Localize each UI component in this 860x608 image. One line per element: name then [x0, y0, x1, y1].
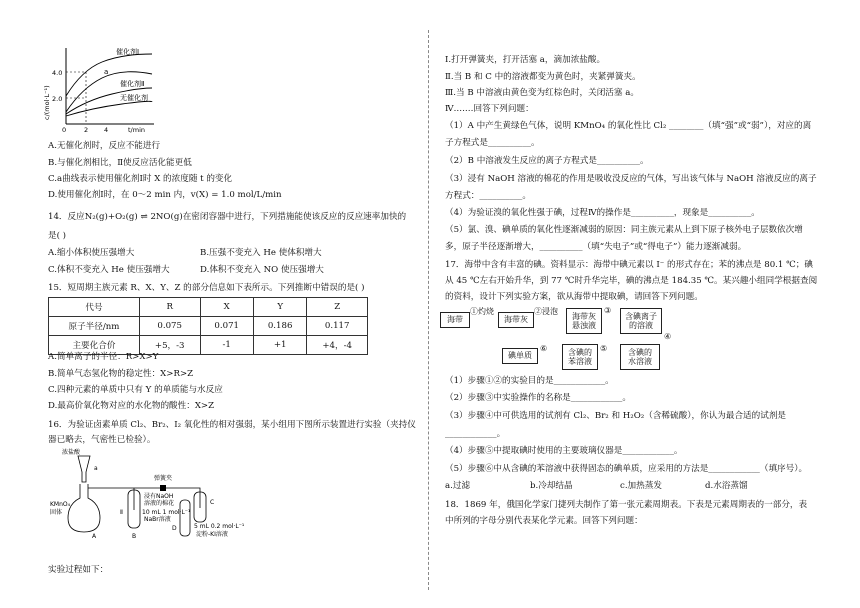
table-cell: 主要化合价 — [49, 336, 140, 355]
label-catalyst-2: 催化剂Ⅱ — [120, 80, 145, 88]
q16-sub-5a: （5）氯、溴、碘单质的氧化性逐渐减弱的原因：同主族元素从上到下原子核外电子层数依次增 — [445, 225, 803, 235]
q17-line-2: 从 45 ℃左右开始升华，到 77 ℃时升华完毕，碘的沸点是 184.35 ℃。某兴趣小组同学根据查阅 — [445, 276, 818, 286]
table-cell: +5，-3 — [139, 336, 200, 355]
label-naoh-cotton-2: 溶液的棉花 — [144, 500, 175, 507]
label-b-tube: B — [132, 533, 137, 540]
label-ki-1: 5 mL 0.2 mol·L⁻¹ — [194, 523, 245, 530]
label-spring-clamp: 弹簧夹 — [154, 475, 173, 482]
y-tick-4: 4.0 — [52, 69, 63, 77]
step-2: Ⅱ.当 B 和 C 中的溶液都变为黄色时，夹紧弹簧夹。 — [445, 72, 641, 82]
table-header-cell: Z — [307, 298, 368, 317]
flow-box-iodine: 碘单质 — [502, 348, 538, 364]
table-cell: 0.071 — [200, 317, 253, 336]
label-stopcock-a: a — [94, 465, 98, 472]
label-roman-2: Ⅱ — [120, 509, 123, 516]
q17-option-a: a.过滤 — [445, 481, 471, 491]
table-row — [49, 317, 368, 336]
x-tick-4: 4 — [104, 126, 109, 134]
spring-clamp — [160, 485, 166, 491]
x-axis-label: t/min — [128, 126, 145, 134]
table-cell: +4，-4 — [307, 336, 368, 355]
q17-line-3: 的资料，设计下列实验方案，欲从海带中提取碘，请回答下列问题。 — [445, 292, 703, 302]
q15-option-d: D.最高价氧化物对应的水化物的酸性：X>Z — [48, 401, 215, 411]
flow-arrow-1: ①灼烧 — [470, 307, 494, 316]
q15-option-a: A.简单离子的半径：R>X>Y — [48, 352, 159, 362]
flow-box-ash: 海带灰 — [498, 312, 534, 328]
label-ki-2: 淀粉-KI溶液 — [196, 531, 228, 538]
q18-line-1: 18．1869 年，俄国化学家门捷列夫制作了第一张元素周期表。下表是元素周期表的一部分，表 — [445, 500, 808, 510]
q13-option-d: D.使用催化剂Ⅰ时，在 0～2 min 内，v(X) = 1.0 mol/L/min — [48, 190, 282, 200]
table-cell: 0.186 — [253, 317, 306, 336]
q16-sub-3a: （3）浸有 NaOH 溶液的棉花的作用是吸收没反应的气体，写出该气体与 NaOH 溶液反应的离子 — [445, 174, 817, 184]
q16-sub-4: （4）为验证溴的氧化性强于碘，过程Ⅳ的操作是__________，现象是__________。 — [445, 208, 760, 218]
y-tick-2: 2.0 — [52, 95, 63, 103]
q15-option-c: C.四种元素的单质中只有 Y 的单质能与水反应 — [48, 385, 223, 395]
q13-option-a: A.无催化剂时，反应不能进行 — [48, 141, 161, 151]
label-a-flask: A — [92, 533, 97, 540]
label-naoh-cotton-1: 浸有NaOH — [144, 493, 174, 500]
flow-arrow-5: ⑤ — [600, 344, 608, 353]
step-4: Ⅳ.……回答下列问题： — [445, 104, 534, 114]
q17-sub-2: （2）步骤③中实验操作的名称是____________。 — [445, 393, 631, 403]
table-cell: 原子半径/nm — [49, 317, 140, 336]
table-cell: 0.075 — [139, 317, 200, 336]
q17-sub-3a: （3）步骤④中可供选用的试剂有 Cl₂、Br₂ 和 H₂O₂（含稀硫酸），你认为最合适的试剂是 — [445, 411, 787, 421]
apparatus-diagram — [50, 448, 270, 540]
curve-no-catalyst — [66, 101, 152, 116]
flow-arrow-3: ③ — [604, 306, 612, 315]
q15-stem: 15．短周期主族元素 R、X、Y、Z 的部分信息如下表所示。下列推断中错误的是( ) — [48, 283, 365, 293]
label-nabr-1: 10 mL 1 mol·L⁻¹ — [142, 509, 191, 516]
q17-option-d: d.水浴蒸馏 — [705, 481, 748, 491]
table-header-cell: 代号 — [49, 298, 140, 317]
concentration-time-graph — [42, 42, 160, 134]
y-axis-label: c/(mol·L⁻¹) — [43, 85, 51, 120]
test-tube-d — [180, 500, 190, 536]
q13-option-c: C.a曲线表示使用催化剂Ⅰ时 X 的浓度随 t 的变化 — [48, 174, 233, 184]
q14-option-a: A.缩小体积使压强增大 — [48, 248, 135, 258]
label-a: a — [104, 68, 109, 76]
q14-stem: 14．反应N₂(g)+O₂(g) ⇌ 2NO(g)在密闭容器中进行，下列措施能使该反应的反应速率加快的 — [48, 212, 407, 222]
q16-sub-1b: 子方程式是__________。 — [445, 138, 540, 148]
label-c-tube: C — [210, 499, 215, 506]
x-tick-0: 0 — [62, 126, 67, 134]
column-divider — [428, 30, 429, 590]
q17-option-b: b.冷却结晶 — [530, 481, 573, 491]
label-nabr-2: NaBr溶液 — [144, 516, 171, 523]
q13-option-b: B.与催化剂相比，Ⅱ使反应活化能更低 — [48, 158, 192, 168]
flask-a — [68, 484, 100, 532]
q15-option-b: B.简单气态氢化物的稳定性：X>R>Z — [48, 369, 194, 379]
q17-sub-5: （5）步骤⑥中从含碘的苯溶液中获得固态的碘单质，应采用的方法是____________（填序号）。 — [445, 464, 808, 474]
flow-box-seaweed: 海带 — [440, 312, 470, 328]
flow-box-suspension: 海带灰 悬浊液 — [566, 308, 602, 334]
q16-sub-2: （2）B 中溶液发生反应的离子方程式是__________。 — [445, 156, 649, 166]
q17-sub-4: （4）步骤⑤中提取碘时使用的主要玻璃仪器是____________。 — [445, 446, 683, 456]
q14-option-b: B.压强不变充入 He 使体积增大 — [200, 248, 322, 258]
table-header-cell: Y — [253, 298, 306, 317]
table-header-cell: R — [139, 298, 200, 317]
flow-arrow-4: ④ — [664, 332, 672, 341]
q16-sub-3b: 方程式：__________。 — [445, 191, 531, 201]
q17-line-1: 17．海带中含有丰富的碘。资料显示：海带中碘元素以 I⁻ 的形式存在；苯的沸点是 80.1 ℃；碘 — [445, 260, 813, 270]
q14-option-c: C.体积不变充入 He 使压强增大 — [48, 265, 170, 275]
process-title: 实验过程如下： — [48, 565, 109, 575]
q16-stem-2: 器已略去，气密性已检验）。 — [48, 435, 156, 445]
q17-sub-1: （1）步骤①②的实验目的是____________。 — [445, 376, 614, 386]
q18-line-2: 中所列的字母分别代表某化学元素。回答下列问题： — [445, 516, 643, 526]
label-d-tube: D — [172, 525, 177, 532]
q15-table — [48, 297, 368, 355]
q16-sub-5b: 多，原子半径逐渐增大，__________（填“失电子”或“得电子”）能力逐渐减弱。 — [445, 242, 747, 252]
q16-stem-1: 16．为验证卤素单质 Cl₂、Br₂、I₂ 氧化性的相对强弱，某小组用下图所示装置进行实验（夹持仪 — [48, 420, 416, 430]
step-1: Ⅰ.打开弹簧夹，打开活塞 a，滴加浓盐酸。 — [445, 55, 606, 65]
q14-tail: 是( ) — [48, 231, 67, 241]
table-cell: 0.117 — [307, 317, 368, 336]
flow-box-iodide-solution: 含碘离子 的溶液 — [620, 308, 662, 334]
q16-sub-1a: （1）A 中产生黄绿色气体，说明 KMnO₄ 的氧化性比 Cl₂ ________（填“强”或“弱”），对应的离 — [445, 121, 812, 131]
q17-option-c: c.加热蒸发 — [620, 481, 662, 491]
q14-option-d: D.体积不变充入 NO 使压强增大 — [200, 265, 324, 275]
label-catalyst-1: 催化剂Ⅰ — [116, 48, 140, 56]
table-header-row — [49, 298, 368, 317]
q17-sub-3b: ____________。 — [445, 429, 506, 439]
step-3: Ⅲ.当 B 中溶液由黄色变为红棕色时，关闭活塞 a。 — [445, 88, 639, 98]
label-solid: 固体 — [50, 509, 63, 516]
label-conc-hcl: 浓盐酸 — [62, 449, 81, 456]
dropping-funnel — [78, 456, 90, 482]
flow-box-benzene-solution: 含碘的 苯溶液 — [562, 344, 598, 370]
flow-box-aqueous-solution: 含碘的 水溶液 — [620, 344, 660, 370]
table-cell: -1 — [200, 336, 253, 355]
label-kmno4: KMnO₄ — [50, 501, 71, 508]
x-tick-2: 2 — [84, 126, 89, 134]
label-no-catalyst: 无催化剂 — [120, 94, 148, 102]
table-cell: +1 — [253, 336, 306, 355]
flow-arrow-2: ②浸泡 — [534, 307, 558, 316]
flow-arrow-6: ⑥ — [540, 344, 548, 353]
table-header-cell: X — [200, 298, 253, 317]
